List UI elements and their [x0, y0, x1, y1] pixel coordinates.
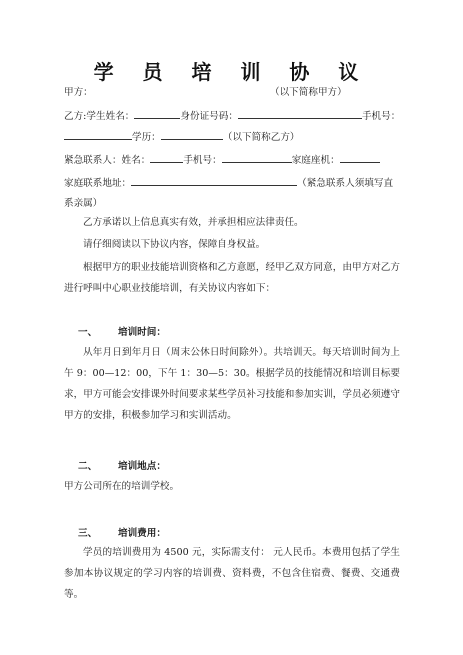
home-phone-field[interactable] [340, 152, 380, 163]
emergency-note-1: （紧急联系人须填写直 [297, 178, 394, 189]
emergency-name-field[interactable] [150, 152, 183, 163]
section-3-body: 学员的培训费用为 4500 元，实际需支付： 元人民币。本费用包括了学生参加本协议规定的学习内容的培训费、资料费，不包含住宿费、餐费、交通费等。 [64, 547, 400, 600]
education-field[interactable] [161, 129, 223, 140]
section-3-heading [78, 527, 166, 540]
id-number-field[interactable] [238, 108, 362, 119]
emergency-phone-label: 手机号： [183, 155, 222, 166]
emergency-phone-field[interactable] [222, 152, 292, 163]
section-3-number: 三、 [78, 528, 98, 539]
party-b-line-1 [64, 108, 400, 123]
student-phone-label: 手机号： [361, 111, 401, 122]
section-1-number: 一、 [78, 327, 98, 338]
emergency-name-label: 紧急联系人：姓名： [64, 155, 151, 166]
student-name-label: 乙方:学生姓名： [64, 111, 135, 122]
intro-agreement: 根据甲方的职业技能培训资格和乙方意愿，经甲乙双方同意，由甲方对乙方进行呼叫中心职业技能培训，有关协议内容如下： [64, 262, 400, 294]
student-phone-field[interactable] [64, 129, 132, 140]
section-2-title: 培训地点： [118, 461, 166, 472]
home-phone-label: 家庭座机： [291, 155, 340, 166]
home-address-field[interactable] [131, 175, 297, 186]
party-b-note: （以下简称乙方） [222, 132, 300, 143]
party-b-line-2 [64, 129, 300, 144]
section-1-body: 从年月日到年月日（周末公休日时间除外）。共培训天。每天培训时间为上午 9：00—12：00，下午 1：30—5：30。根据学员的技能情况和培训目标要求，甲方可能会安排课外时间要求某些学员补习技能和参加实训，学员必须遵守甲方的安排，积极参加学习和实训活动。 [64, 347, 400, 421]
party-a-note: （以下简称甲方） [270, 87, 347, 98]
intro-commitment: 乙方承诺以上信息真实有效，并承担相应法律责任。 [83, 217, 304, 228]
document-title: 学 员 培 训 协 议 [93, 60, 370, 84]
section-2-number: 二、 [78, 461, 98, 472]
emergency-line-2 [64, 175, 393, 190]
section-2-body: 甲方公司所在的培训学校。 [64, 481, 180, 492]
section-3-title: 培训费用： [118, 528, 166, 539]
emergency-note-2: 系亲属） [64, 198, 103, 209]
intro-read-notice: 请仔细阅读以下协议内容，保障自身权益。 [83, 239, 266, 250]
section-1-heading [78, 326, 166, 339]
education-label: 学历： [132, 132, 161, 143]
party-a-label: 甲方： [64, 87, 93, 98]
section-1-title: 培训时间： [118, 327, 166, 338]
emergency-line-1 [64, 152, 380, 167]
section-2-heading [78, 460, 166, 473]
home-address-label: 家庭联系地址： [64, 178, 132, 189]
id-number-label: 身份证号码： [180, 111, 238, 122]
student-name-field[interactable] [134, 108, 180, 119]
